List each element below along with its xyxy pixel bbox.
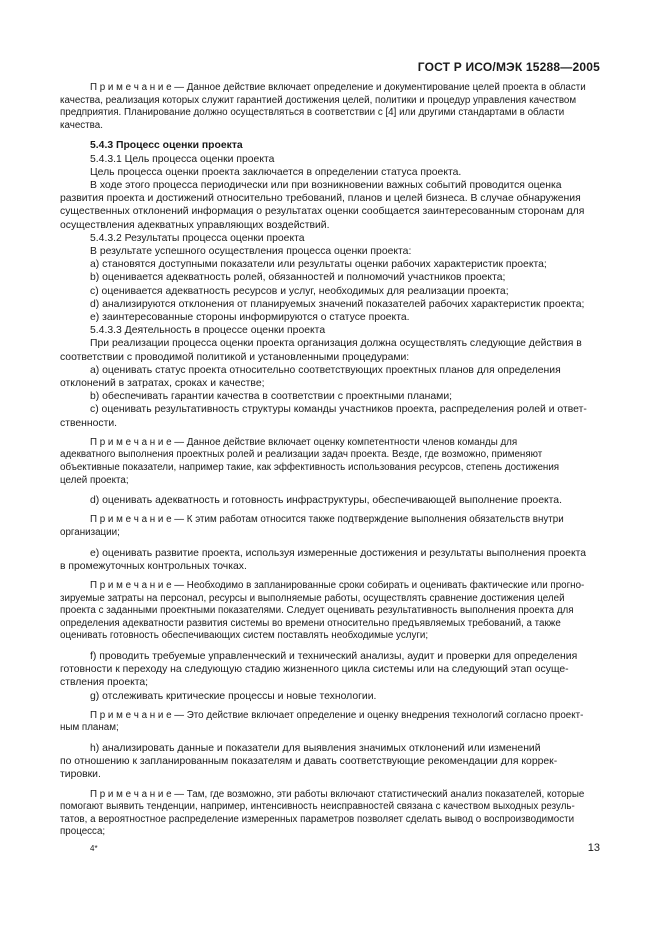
- text-line: ствления проекта;: [60, 677, 149, 689]
- text-line: d) анализируются отклонения от планируемых значений показателей рабочих характеристик проекта;: [90, 298, 585, 310]
- note-line: целей проекта;: [60, 474, 129, 486]
- text-line: соответствии с проводимой политикой и установленными процедурами:: [60, 351, 410, 363]
- note-line: ным планам;: [60, 722, 119, 734]
- note-line: предприятия. Планирование должно осуществляться в соответствии с [4] или другими стандартами в области: [60, 107, 565, 119]
- spacer: [90, 430, 600, 437]
- note-line: определения адекватности развития системы во времени относительно предъявляемых требований, а также: [60, 617, 561, 629]
- text-line: развития проекта и достижений относительно требований, планов и целей бизнеса. В случае обнаружения: [60, 193, 581, 205]
- spacer: [90, 507, 600, 514]
- text-line: В ходе этого процесса периодически или при возникновении важных событий проводится оценка: [90, 179, 562, 191]
- spacer: [90, 573, 600, 580]
- page-number: 13: [587, 842, 600, 854]
- text-line: В результате успешного осуществления процесса оценки проекта:: [90, 246, 412, 257]
- note-line: татов, а вероятностное распределение измеренных параметров позволяет сделать вывод о воспроизводимости: [60, 813, 575, 825]
- spacer: [90, 540, 600, 547]
- text-line: существенных отклонений информация о результатах оценки сообщается заинтересованным сторонам для: [60, 206, 585, 218]
- spacer: [90, 643, 600, 650]
- text-line: d) оценивать адекватность и готовность инфраструктуры, обеспечивающей выполнение проекта.: [90, 495, 562, 507]
- text-line: с) оценивается адекватность ресурсов и услуг, необходимых для реализации проекта;: [90, 285, 509, 297]
- note-line: процесса;: [60, 826, 106, 838]
- text-line: 5.4.3.3 Деятельность в процессе оценки проекта: [90, 325, 326, 337]
- note-line: качества.: [60, 119, 103, 131]
- note-line: проекта с заданными проектными показателями. Следует оценивать результативность выполнения проекта для: [60, 605, 574, 617]
- text-line: g) отслеживать критические процессы и новые технологии.: [90, 690, 377, 702]
- note-line: П р и м е ч а н и е — Это действие включает определение и оценку внедрения технологий согласно проект-: [90, 709, 584, 721]
- spacer: [90, 735, 600, 742]
- text-line: е) заинтересованные стороны информируются о статусе проекта.: [90, 312, 410, 324]
- text-line: осуществления адекватных управляющих воздействий.: [60, 219, 330, 231]
- note-line: качества, реализация которых служит гарантией достижения целей, политики и процедур управления качеством: [60, 94, 577, 106]
- document-body: [60, 82, 600, 839]
- spacer: [90, 487, 600, 494]
- text-line: Цель процесса оценки проекта заключается в определении статуса проекта.: [90, 166, 462, 178]
- note-line: П р и м е ч а н и е — К этим работам относится также подтверждение выполнения обязательств внутри: [90, 514, 564, 526]
- note-line: П р и м е ч а н и е — Данное действие включает оценку компетентности членов команды для: [90, 436, 518, 448]
- text-line: по отношению к запланированным показателям и давать соответствующие рекомендации для коррек-: [60, 756, 558, 768]
- text-line: f) проводить требуемые управленческий и технический анализы, аудит и проверки для определения: [90, 650, 578, 662]
- text-line: При реализации процесса оценки проекта организация должна осуществлять следующие действия в: [90, 338, 582, 350]
- note-line: зируемые затраты на персонал, ресурсы и выполняемые работы, осуществлять сравнение достижения целей: [60, 592, 565, 604]
- spacer: [90, 132, 600, 139]
- spacer: [90, 703, 600, 710]
- note-line: П р и м е ч а н и е — Там, где возможно, эти работы включают статистический анализ показателей, которые: [90, 788, 585, 800]
- note-line: оценивать готовность обеспечивающих систем поставлять необходимые услуги;: [60, 630, 429, 642]
- text-line: h) анализировать данные и показатели для выявления значимых отклонений или изменений: [90, 742, 541, 754]
- text-line: а) оценивать статус проекта относительно соответствующих проектных планов для определения: [90, 364, 561, 376]
- text-line: 5.4.3.2 Результаты процесса оценки проекта: [90, 232, 305, 244]
- note-line: помогают выявить тенденции, например, интенсивность неисправностей связана с качеством выходных резуль-: [60, 801, 575, 813]
- text-line: е) оценивать развитие проекта, используя измеренные достижения и результаты выполнения проекта: [90, 547, 587, 559]
- text-line: тировки.: [60, 769, 101, 781]
- section-heading: 5.4.3 Процесс оценки проекта: [90, 140, 243, 152]
- text-line: b) обеспечивать гарантии качества в соответствии с проектными планами;: [90, 391, 453, 403]
- text-line: а) становятся доступными показатели или результаты оценки рабочих характеристик проекта;: [90, 259, 547, 271]
- note-line: объективные показатели, например такие, как эффективность использования ресурсов, степень достижения: [60, 462, 560, 474]
- text-line: с) оценивать результативность структуры команды участников проекта, распределения ролей и ответ-: [90, 404, 587, 416]
- text-line: отклонений в затратах, сроках и качестве;: [60, 378, 265, 390]
- standard-header: ГОСТ Р ИСО/МЭК 15288—2005: [417, 60, 600, 74]
- text-line: в промежуточных контрольных точках.: [60, 560, 247, 572]
- text-line: готовности к переходу на следующую стадию жизненного цикла системы или на следующий этап осуще-: [60, 664, 569, 676]
- text-line: ственности.: [60, 417, 118, 429]
- spacer: [90, 782, 600, 789]
- note-line: организации;: [60, 527, 120, 539]
- note-line: адекватного выполнения проектных ролей и реализации задач проекта. Везде, где возможно, применяют: [60, 449, 543, 461]
- text-line: 5.4.3.1 Цель процесса оценки проекта: [90, 153, 275, 165]
- text-line: b) оценивается адекватность ролей, обязанностей и полномочий участников проекта;: [90, 272, 506, 284]
- note-line: П р и м е ч а н и е — Необходимо в запланированные сроки собирать и оценивать фактические или прогно-: [90, 580, 585, 592]
- note-line: П р и м е ч а н и е — Данное действие включает определение и документирование целей проекта в области: [90, 82, 586, 93]
- sheet-mark: 4*: [90, 844, 98, 853]
